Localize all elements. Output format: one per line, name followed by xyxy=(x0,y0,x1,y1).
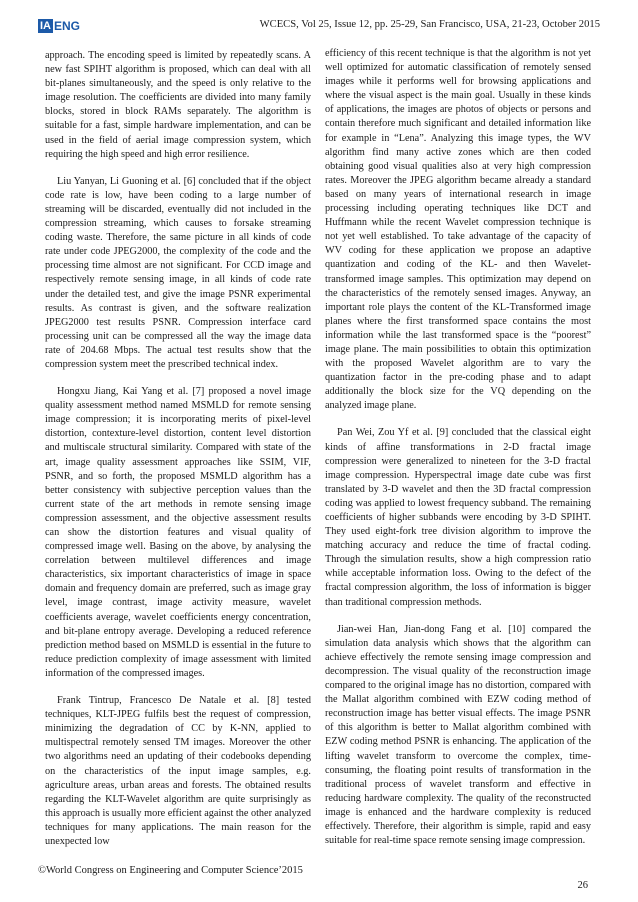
paragraph: Liu Yanyan, Li Guoning et al. [6] concluded that if the object code rate is low, have been coding to a large number of streaming will be discarded, eventually did not included in the compression streaming, which causes to forsake streaming coding waste. Therefore, the same picture in all kinds of code rate under code JPEG2000, the complexity of the code and the processing time almost are not significant. For CCD image and respectively remote sensing image, in all kinds of code rate under the detailed test, and give the image PSNR experimental results. As contrast is given, and the software realization JPEG2000 test results PSNR. Compression interface card processing unit can be compressed all the way the image data rate of 204.68 Mbps. The actual test results show that the compression system meet the prescribed technical index. xyxy=(45,175,311,370)
paragraph: Pan Wei, Zou Yf et al. [9] concluded that the classical eight kinds of affine transformations in 2-D fractal image compression were generalized to nineteen for the 3-D fractal image compression. Hyperspectral image date cube was first translated by 3-D wavelet and then the 3D fractal compression coding was applied to lowest frequency subband. The remaining coefficients of higher subbands were encoding by 3-D SPIHT. They used eight-fork tree division algorithm to improve the matching accuracy and reduce the time of fractal coding. Through the simulation results, show a high compression ratio while acceptable information loss. Owing to the defect of the fractal compression algorithm, the loss of information is bigger than traditional compression methods. xyxy=(325,427,591,608)
paragraph: efficiency of this recent technique is that the algorithm is not yet well optimized for automatic classification of remotely sensed images while it performs well for browsing applications and where the visual aspect is the main goal. Usually in these kinds of applications, the images are photos of objects or persons and contain therefore much significant and detailed information like for example in “Lena”. Analyzing this image types, the WV algorithm find many active zones which are then coded obtaining good visual qualities also at very high compression rates. Moreover the JPEG algorithm became already a standard based on many years of international research in image processing including operating techniques like DCT and Huffmann while the recent Wavelet compression technique is not yet well established. To take advantage of the capacity of WV coding for these application we propose an adaptive quantization and coding of the KL- and then Wavelet-transformed image samples. This optimization may depend on the characteristics of the remotely sensed images. Anyway, an important role plays the content of the KL-Transformed image planes where the first transformed space contains the most information while the last transformed space is the “poorest” image plane. The main possibilities to obtain this optimization with the proposed Wavelet algorithm are to vary the quantization factor in the pre-coding phase and to adapt additionally the block size for the VQ depending on the analyzed image plane. xyxy=(325,48,591,412)
page-number: 26 xyxy=(577,880,588,891)
paragraph: Frank Tintrup, Francesco De Natale et al. [8] tested techniques, KLT-JPEG fulfils best the request of compression, minimizing the degradation of CC by K-NN, applied to multispectral remotely sensed TM images. Moreover the other two algorithms need an updating of their codebooks depending on the characteristics of the input image samples, e.g. agriculture areas, urban areas and forests. The obtained results regarding the KLT-Wavelet algorithm are quite surprisingly as this approach is usually more efficient against the other analyzed techniques for many applications. The main reason for the unexpected low xyxy=(45,695,311,847)
logo-text: ENG xyxy=(54,18,81,33)
paragraph: Jian-wei Han, Jian-dong Fang et al. [10] compared the simulation data analysis which shows that the algorithm can achieve effectively the remote sensing image compression and decompression. The visual quality of the reconstruction image compared to the original image has no distortion, compared with the Mallat algorithm combined with EZW coding method of reconstruction image has better visual effects. The image PSNR of this algorithm is better to Mallat algorithm combined with EZW coding method PSNR is enhancing. The application of the lifting wavelet transform to overcome the complex, time-consuming, the floating point results of transformation in the traditional process of wavelet transform and effective in reducing hardware complexity. The quality of the reconstructed image is enhanced and the hardware complexity is reduced effectively. Therefore, their algorithm is simple, rapid and easy suitable for real-time space remote sensing image compression. xyxy=(325,623,591,847)
paragraph: Hongxu Jiang, Kai Yang et al. [7] proposed a novel image quality assessment method named MSMLD for remote sensing image compression; it is incorporating merits of pixel-level distortion, contexture-level distortion, content level distortion and multiscale structural similarity. Compared with state of the art, image quality assessment approaches like SSIM, VIF, PSNR, and so forth, the proposed MSMLD algorithm has a better consistency with subjective perception values than the current state of the art methods in remote sensing image compression assessment, and the objective assessment results can show the distortion features and visual quality of compressed image well. Basing on the above, by analysing the correlation between multilevel differences and image characteristics, six important characteristics of image in space domain and frequency domain are preferred, such as image gray level, image contrast, image activity measure, wavelet coefficients average, wavelet coefficients energy concentration, and bit-plane entropy average. Developing a reduced reference prediction method based on MSMLD is essential in the future to reduce prediction complexity of image assessment with limited information of the compressed images. xyxy=(45,386,311,679)
paragraph: approach. The encoding speed is limited by repeatedly scans. A new fast SPIHT algorithm is proposed, which can deal with all bit-planes simultaneously, and the speed is only relative to the image resolution. The coefficients are divided into many family blocks, stored in block RAMs separately. The algorithm is suitable for a fast, simple hardware implementation, and can be used in the field of aerial image compression system, which requiring the high speed and high error resilience. xyxy=(45,50,311,160)
logo-box: IA xyxy=(40,19,51,32)
left-column xyxy=(45,49,311,862)
header-citation: WCECS, Vol 25, Issue 12, pp. 25-29, San Francisco, USA, 21-23, October 2015 xyxy=(259,19,600,30)
right-column xyxy=(325,47,591,861)
journal-logo xyxy=(38,18,80,33)
footer-copyright: ©World Congress on Engineering and Computer Science’2015 xyxy=(38,865,303,876)
